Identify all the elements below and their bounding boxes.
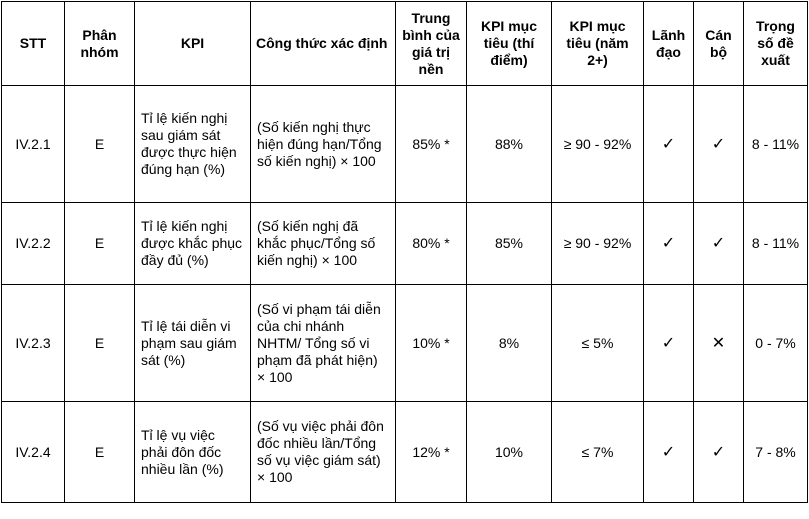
- cell-target-year2: ≤ 7%: [552, 402, 644, 503]
- header-target-year2: KPI mục tiêu (năm 2+): [552, 2, 644, 86]
- cell-kpi: Tỉ lệ kiến nghị được khắc phục đầy đủ (%): [135, 203, 251, 285]
- cell-baseline: 85% *: [396, 86, 467, 203]
- check-icon: ✓: [694, 203, 744, 285]
- cell-stt: IV.2.4: [2, 402, 65, 503]
- header-leader: Lãnh đạo: [644, 2, 694, 86]
- cell-formula: (Số vụ việc phải đôn đốc nhiều lần/Tổng số vụ việc giám sát) × 100: [251, 402, 396, 503]
- cell-target-year2: ≥ 90 - 92%: [552, 86, 644, 203]
- table-row: [2, 402, 808, 503]
- table-row: [2, 285, 808, 402]
- cell-group: E: [65, 203, 135, 285]
- cell-weight: 7 - 8%: [744, 402, 808, 503]
- cell-weight: 8 - 11%: [744, 86, 808, 203]
- cell-target-pilot: 88%: [467, 86, 552, 203]
- kpi-table: [1, 1, 808, 503]
- cell-formula: (Số kiến nghị đã khắc phục/Tổng số kiến nghị) × 100: [251, 203, 396, 285]
- cell-baseline: 10% *: [396, 285, 467, 402]
- cross-icon: ✕: [694, 285, 744, 402]
- cell-weight: 0 - 7%: [744, 285, 808, 402]
- cell-target-year2: ≤ 5%: [552, 285, 644, 402]
- cell-formula: (Số kiến nghị thực hiện đúng hạn/Tổng số kiến nghị) × 100: [251, 86, 396, 203]
- check-icon: ✓: [694, 402, 744, 503]
- cell-target-pilot: 85%: [467, 203, 552, 285]
- table-row: [2, 86, 808, 203]
- cell-kpi: Tỉ lệ kiến nghị sau giám sát được thực hiện đúng hạn (%): [135, 86, 251, 203]
- cell-baseline: 80% *: [396, 203, 467, 285]
- header-staff: Cán bộ: [694, 2, 744, 86]
- cell-stt: IV.2.3: [2, 285, 65, 402]
- cell-group: E: [65, 285, 135, 402]
- header-kpi: KPI: [135, 2, 251, 86]
- cell-target-pilot: 8%: [467, 285, 552, 402]
- header-weight: Trọng số đề xuất: [744, 2, 808, 86]
- check-icon: ✓: [644, 402, 694, 503]
- check-icon: ✓: [644, 86, 694, 203]
- check-icon: ✓: [644, 285, 694, 402]
- check-icon: ✓: [644, 203, 694, 285]
- cell-stt: IV.2.2: [2, 203, 65, 285]
- check-icon: ✓: [694, 86, 744, 203]
- cell-group: E: [65, 402, 135, 503]
- header-group: Phân nhóm: [65, 2, 135, 86]
- cell-stt: IV.2.1: [2, 86, 65, 203]
- cell-formula: (Số vi phạm tái diễn của chi nhánh NHTM/ Tổng số vi phạm đã phát hiện) × 100: [251, 285, 396, 402]
- cell-target-year2: ≥ 90 - 92%: [552, 203, 644, 285]
- cell-weight: 8 - 11%: [744, 203, 808, 285]
- header-target-pilot: KPI mục tiêu (thí điểm): [467, 2, 552, 86]
- cell-kpi: Tỉ lệ vụ việc phải đôn đốc nhiều lần (%): [135, 402, 251, 503]
- cell-group: E: [65, 86, 135, 203]
- cell-kpi: Tỉ lệ tái diễn vi phạm sau giám sát (%): [135, 285, 251, 402]
- header-formula: Công thức xác định: [251, 2, 396, 86]
- header-row: [2, 2, 808, 86]
- cell-baseline: 12% *: [396, 402, 467, 503]
- header-stt: STT: [2, 2, 65, 86]
- table-row: [2, 203, 808, 285]
- cell-target-pilot: 10%: [467, 402, 552, 503]
- header-baseline: Trung bình của giá trị nền: [396, 2, 467, 86]
